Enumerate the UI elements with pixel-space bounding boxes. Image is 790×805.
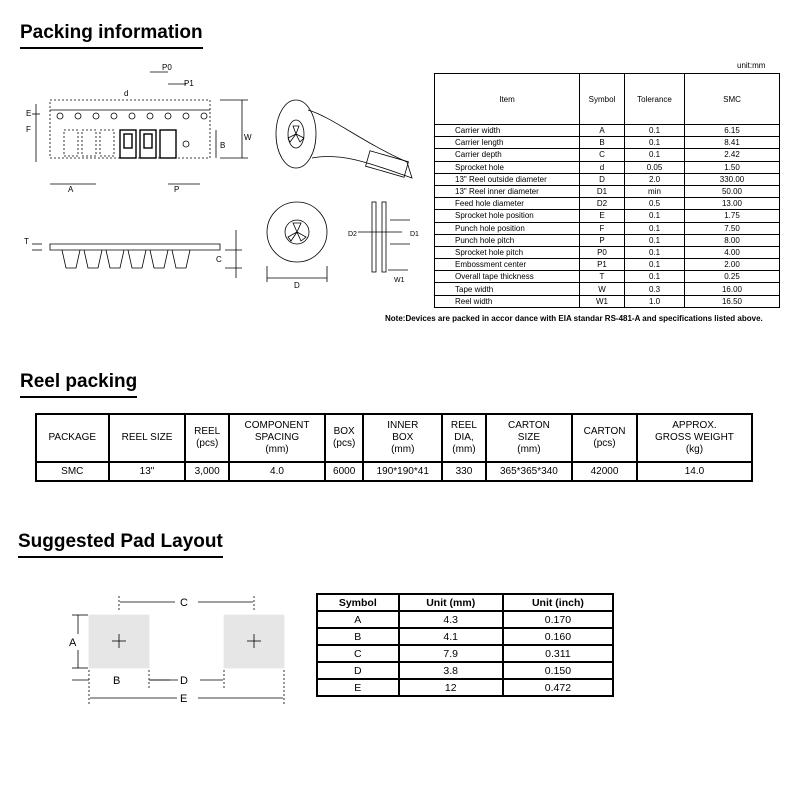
spec-smc: 2.42 bbox=[685, 149, 780, 161]
spec-row bbox=[435, 137, 780, 149]
pad-mm: 7.9 bbox=[399, 645, 503, 662]
pad-label-c: C bbox=[180, 597, 188, 609]
spec-row bbox=[435, 125, 780, 137]
reel-data-row bbox=[36, 462, 752, 481]
tape-label-p1: P1 bbox=[184, 79, 194, 88]
spec-smc: 8.41 bbox=[685, 137, 780, 149]
spec-header-smc: SMC bbox=[685, 74, 780, 125]
spec-item: Feed hole diameter bbox=[435, 198, 580, 210]
pad-header-inch: Unit (inch) bbox=[503, 594, 613, 611]
reel-header-line: (pcs) bbox=[333, 438, 356, 449]
spec-symbol: W1 bbox=[580, 295, 625, 307]
spec-tolerance: 0.1 bbox=[625, 125, 685, 137]
pad-symbol: C bbox=[317, 645, 399, 662]
spec-symbol: T bbox=[580, 271, 625, 283]
tape-label-e: E bbox=[26, 109, 32, 118]
reel-header-cell bbox=[185, 414, 228, 462]
spec-row bbox=[435, 185, 780, 197]
spec-tolerance: 0.1 bbox=[625, 210, 685, 222]
pad-symbol: E bbox=[317, 679, 399, 696]
spec-item: 13" Reel outside diameter bbox=[435, 173, 580, 185]
spec-row bbox=[435, 271, 780, 283]
reel-header-line: CARTON bbox=[507, 420, 550, 431]
spec-tolerance: min bbox=[625, 185, 685, 197]
spec-symbol: B bbox=[580, 137, 625, 149]
tape-label-c: C bbox=[216, 255, 222, 264]
spec-row bbox=[435, 161, 780, 173]
reel-header-cell bbox=[36, 414, 109, 462]
spec-row bbox=[435, 283, 780, 295]
spec-tolerance: 0.1 bbox=[625, 259, 685, 271]
spec-item: Overall tape thickness bbox=[435, 271, 580, 283]
spec-tolerance: 0.1 bbox=[625, 149, 685, 161]
reel-header-line: (pcs) bbox=[196, 438, 219, 449]
reel-header-line: PACKAGE bbox=[48, 432, 97, 443]
spec-smc: 2.00 bbox=[685, 259, 780, 271]
spec-smc: 6.15 bbox=[685, 125, 780, 137]
reel-cell: 13" bbox=[109, 462, 186, 481]
pad-symbol: B bbox=[317, 628, 399, 645]
packing-note: Note:Devices are packed in accor dance with EIA standar RS-481-A and specifications listed above. bbox=[385, 314, 763, 323]
reel-cell: 4.0 bbox=[229, 462, 325, 481]
spec-tolerance: 0.5 bbox=[625, 198, 685, 210]
reel-header-line: CARTON bbox=[583, 426, 626, 437]
spec-tolerance: 2.0 bbox=[625, 173, 685, 185]
spec-smc: 1.50 bbox=[685, 161, 780, 173]
reel-header-line: (mm) bbox=[391, 444, 415, 455]
spec-symbol: P bbox=[580, 234, 625, 246]
reel-header-line: INNER bbox=[387, 420, 419, 431]
reel-header-line: REEL bbox=[450, 420, 477, 431]
spec-row bbox=[435, 198, 780, 210]
reel-header-cell bbox=[486, 414, 572, 462]
reel-header-line: (kg) bbox=[685, 444, 704, 455]
pad-header-symbol: Symbol bbox=[317, 594, 399, 611]
pad-symbol: A bbox=[317, 611, 399, 628]
pad-inch: 0.472 bbox=[503, 679, 613, 696]
tape-label-b: B bbox=[220, 141, 226, 150]
reel-header-line: DIA, bbox=[454, 432, 474, 443]
reel-header-cell bbox=[637, 414, 752, 462]
spec-symbol: d bbox=[580, 161, 625, 173]
reel-header-cell bbox=[325, 414, 363, 462]
spec-item: Reel width bbox=[435, 295, 580, 307]
spec-row bbox=[435, 295, 780, 307]
pad-inch: 0.160 bbox=[503, 628, 613, 645]
reel-cell: 6000 bbox=[325, 462, 363, 481]
spec-item: Sprocket hole position bbox=[435, 210, 580, 222]
spec-row bbox=[435, 259, 780, 271]
spec-tolerance: 0.1 bbox=[625, 246, 685, 258]
reel-header-line: (mm) bbox=[517, 444, 541, 455]
reel-header-cell bbox=[363, 414, 442, 462]
reel-cell: 3,000 bbox=[185, 462, 228, 481]
spec-item: 13" Reel inner diameter bbox=[435, 185, 580, 197]
spec-row bbox=[435, 234, 780, 246]
spec-item: Carrier width bbox=[435, 125, 580, 137]
pad-inch: 0.170 bbox=[503, 611, 613, 628]
spec-symbol: C bbox=[580, 149, 625, 161]
pad-label-d: D bbox=[180, 675, 188, 687]
pad-mm: 3.8 bbox=[399, 662, 503, 679]
reel-header-cell bbox=[229, 414, 325, 462]
tape-label-d: d bbox=[124, 89, 129, 98]
spec-item: Punch hole pitch bbox=[435, 234, 580, 246]
pad-mm: 4.3 bbox=[399, 611, 503, 628]
spec-tolerance: 0.3 bbox=[625, 283, 685, 295]
pad-inch: 0.311 bbox=[503, 645, 613, 662]
packing-spec-table bbox=[434, 73, 780, 308]
pad-heading: Suggested Pad Layout bbox=[18, 531, 223, 558]
spec-tolerance: 0.1 bbox=[625, 234, 685, 246]
spec-item: Sprocket hole pitch bbox=[435, 246, 580, 258]
reel-header-line: (pcs) bbox=[593, 438, 616, 449]
reel-label-d: D bbox=[294, 281, 300, 290]
pad-mm: 4.1 bbox=[399, 628, 503, 645]
spec-tolerance: 0.1 bbox=[625, 222, 685, 234]
spec-smc: 0.25 bbox=[685, 271, 780, 283]
reel-heading: Reel packing bbox=[20, 371, 137, 398]
spec-symbol: A bbox=[580, 125, 625, 137]
reel-header-line: (mm) bbox=[265, 444, 289, 455]
reel-cell: 190*190*41 bbox=[363, 462, 442, 481]
reel-header-cell bbox=[109, 414, 186, 462]
reel-header-line: REEL bbox=[194, 426, 221, 437]
pad-row bbox=[317, 679, 613, 696]
spec-symbol: P1 bbox=[580, 259, 625, 271]
tape-label-a: A bbox=[68, 185, 74, 194]
spec-header-tolerance: Tolerance bbox=[625, 74, 685, 125]
pad-header-mm: Unit (mm) bbox=[399, 594, 503, 611]
carrier-tape-drawing bbox=[20, 58, 260, 338]
spec-item: Tape width bbox=[435, 283, 580, 295]
spec-item: Carrier length bbox=[435, 137, 580, 149]
spec-row bbox=[435, 222, 780, 234]
reel-packing-table bbox=[35, 413, 753, 482]
spec-smc: 8.00 bbox=[685, 234, 780, 246]
spec-row bbox=[435, 149, 780, 161]
spec-symbol: D2 bbox=[580, 198, 625, 210]
pad-row bbox=[317, 628, 613, 645]
pad-label-b: B bbox=[113, 675, 121, 687]
spec-smc: 1.75 bbox=[685, 210, 780, 222]
spec-smc: 13.00 bbox=[685, 198, 780, 210]
pad-label-e: E bbox=[180, 693, 188, 705]
spec-row bbox=[435, 210, 780, 222]
pad-row bbox=[317, 611, 613, 628]
reel-header-line: SIZE bbox=[517, 432, 541, 443]
spec-row bbox=[435, 246, 780, 258]
spec-symbol: E bbox=[580, 210, 625, 222]
pad-header-row bbox=[317, 594, 613, 611]
reel-cell: 330 bbox=[442, 462, 485, 481]
reel-header-cell bbox=[442, 414, 485, 462]
spec-item: Embossment center bbox=[435, 259, 580, 271]
reel-header-line: BOX bbox=[392, 432, 414, 443]
reel-cell: 14.0 bbox=[637, 462, 752, 481]
spec-tolerance: 1.0 bbox=[625, 295, 685, 307]
pad-inch: 0.150 bbox=[503, 662, 613, 679]
reel-cell: 365*365*340 bbox=[486, 462, 572, 481]
reel-header-line: COMPONENT bbox=[244, 420, 310, 431]
spec-tolerance: 0.05 bbox=[625, 161, 685, 173]
spec-symbol: P0 bbox=[580, 246, 625, 258]
spec-header-symbol: Symbol bbox=[580, 74, 625, 125]
spec-smc: 4.00 bbox=[685, 246, 780, 258]
spec-tolerance: 0.1 bbox=[625, 271, 685, 283]
spec-symbol: F bbox=[580, 222, 625, 234]
reel-header-line: SPACING bbox=[254, 432, 300, 443]
pad-dimension-table bbox=[316, 593, 614, 697]
unit-label: unit:mm bbox=[737, 61, 766, 70]
spec-row bbox=[435, 173, 780, 185]
tape-label-p0: P0 bbox=[162, 63, 172, 72]
tape-label-t: T bbox=[24, 237, 29, 246]
spec-smc: 7.50 bbox=[685, 222, 780, 234]
spec-symbol: D1 bbox=[580, 185, 625, 197]
reel-label-d2: D2 bbox=[348, 231, 357, 238]
pad-row bbox=[317, 645, 613, 662]
pad-layout-drawing bbox=[60, 592, 310, 722]
reel-header-line: APPROX. bbox=[672, 420, 717, 431]
spec-header-row bbox=[435, 74, 780, 125]
spec-smc: 330.00 bbox=[685, 173, 780, 185]
reel-header-line: (mm) bbox=[452, 444, 476, 455]
spec-smc: 16.00 bbox=[685, 283, 780, 295]
spec-item: Punch hole position bbox=[435, 222, 580, 234]
tape-label-f: F bbox=[26, 125, 31, 134]
reel-header-cell bbox=[572, 414, 637, 462]
spec-header-item: Item bbox=[435, 74, 580, 125]
packing-heading: Packing information bbox=[20, 22, 203, 49]
pad-mm: 12 bbox=[399, 679, 503, 696]
spec-smc: 16.50 bbox=[685, 295, 780, 307]
reel-header-line: BOX bbox=[333, 426, 355, 437]
pad-row bbox=[317, 662, 613, 679]
spec-smc: 50.00 bbox=[685, 185, 780, 197]
tape-label-p: P bbox=[174, 185, 180, 194]
reel-label-d1: D1 bbox=[410, 231, 419, 238]
reel-cell: SMC bbox=[36, 462, 109, 481]
pad-label-a: A bbox=[69, 637, 77, 649]
spec-symbol: W bbox=[580, 283, 625, 295]
spec-symbol: D bbox=[580, 173, 625, 185]
spec-item: Sprocket hole bbox=[435, 161, 580, 173]
reel-header-row bbox=[36, 414, 752, 462]
reel-cell: 42000 bbox=[572, 462, 637, 481]
spec-tolerance: 0.1 bbox=[625, 137, 685, 149]
reel-header-line: REEL SIZE bbox=[121, 432, 173, 443]
spec-item: Carrier depth bbox=[435, 149, 580, 161]
reel-drawing bbox=[262, 92, 422, 302]
pad-symbol: D bbox=[317, 662, 399, 679]
reel-label-w1: W1 bbox=[394, 277, 405, 284]
tape-label-w: W bbox=[244, 133, 252, 142]
reel-header-line: GROSS WEIGHT bbox=[655, 432, 734, 443]
